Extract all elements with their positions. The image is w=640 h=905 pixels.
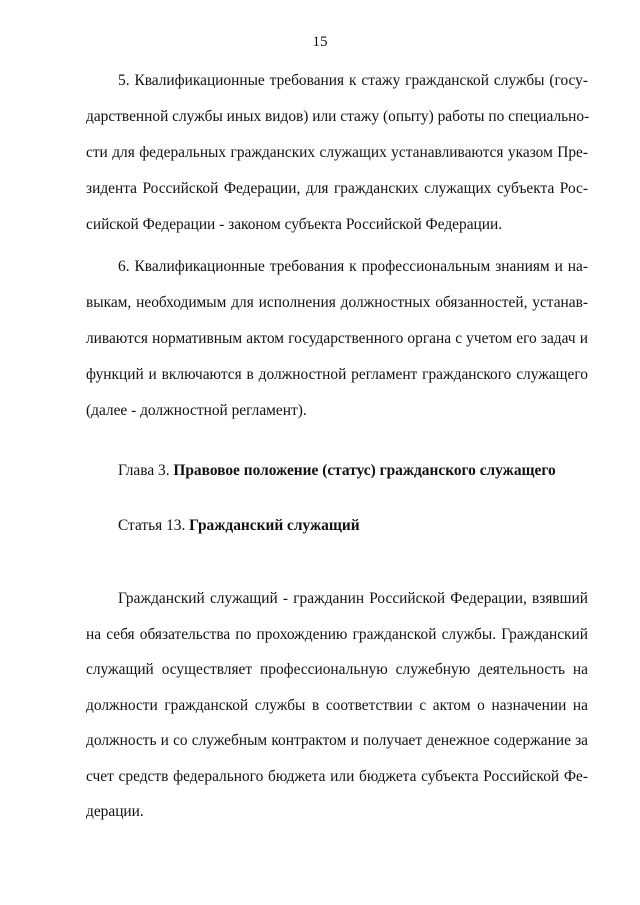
chapter-heading (118, 462, 556, 480)
paragraph-6 (86, 249, 588, 429)
paragraph-line: дарственной службы иных видов) или стажу (опыту) работы по специально- (86, 108, 590, 125)
chapter-prefix: Глава 3. (118, 462, 174, 479)
paragraph-line: дерации. (86, 803, 144, 820)
paragraph-line: должность и со служебным контрактом и получает денежное содержание за (86, 732, 588, 749)
paragraph-line: ливаются нормативным актом государственного органа с учетом его задач и (86, 330, 588, 347)
paragraph-line: счет средств федерального бюджета или бюджета субъекта Российской Фе- (86, 767, 588, 785)
paragraph-line: (далее - должностной регламент). (86, 402, 307, 419)
paragraph-line: зидента Российской Федерации, для гражданских служащих субъекта Рос- (86, 180, 588, 197)
paragraph-line: сти для федеральных гражданских служащих устанавливаются указом Пре- (86, 144, 588, 161)
paragraph-line: на себя обязательства по прохождению гражданской службы. Гражданский (86, 625, 588, 643)
paragraph-line: сийской Федерации - законом субъекта Российской Федерации. (86, 216, 503, 233)
article-title: Гражданский служащий (189, 517, 360, 534)
article-prefix: Статья 13. (118, 517, 190, 534)
paragraph-5 (86, 63, 588, 243)
paragraph-line: функций и включаются в должностной регламент гражданского служащего (86, 366, 588, 383)
paragraph-line: Гражданский служащий - гражданин Российской Федерации, взявший (118, 590, 588, 607)
paragraph-line: выкам, необходимым для исполнения должностных обязанностей, устанав- (86, 294, 588, 311)
paragraph-line: служащий осуществляет профессиональную служебную деятельность на (86, 661, 588, 678)
paragraph-line: 5. Квалификационные требования к стажу гражданской службы (госу- (118, 72, 588, 89)
chapter-title: Правовое положение (статус) гражданского служащего (173, 462, 556, 479)
article-body (86, 581, 588, 830)
paragraph-line: должности гражданской службы в соответствии с актом о назначении на (86, 696, 588, 714)
paragraph-line: 6. Квалификационные требования к профессиональным знаниям и на- (118, 258, 588, 275)
page-number: 15 (312, 34, 328, 50)
article-heading (118, 517, 360, 535)
